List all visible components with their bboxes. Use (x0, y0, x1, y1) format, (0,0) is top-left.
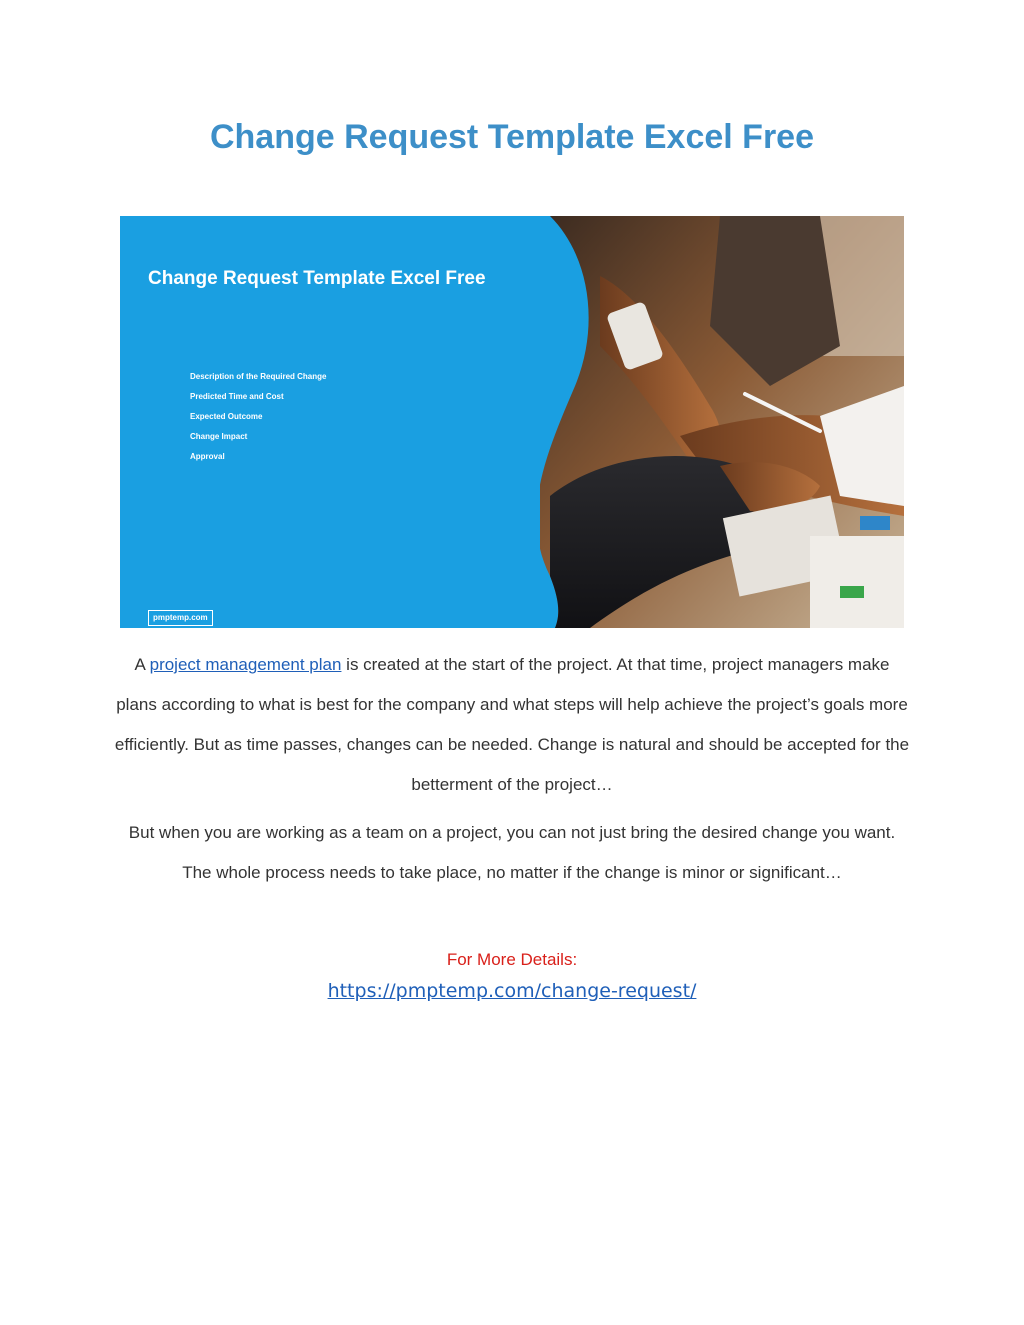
intro-prefix: A (134, 655, 150, 674)
change-request-link[interactable]: https://pmptemp.com/change-request/ (327, 980, 697, 1002)
intro-text: is created at the start of the project. At that time, project managers make plans according to what is best for the company and what steps will help achieve the project’s goals more efficiently. But as time passes, changes can be needed. Change is natural and should be accepted for the betterment of the project… (114, 655, 910, 794)
project-management-plan-link[interactable]: project management plan (149, 655, 342, 674)
hero-topic-item: Expected Outcome (190, 412, 263, 421)
hero-topic-list (190, 371, 326, 471)
hero-title: Change Request Template Excel Free (148, 268, 486, 289)
hero-topic-item: Approval (190, 452, 225, 461)
page-title: Change Request Template Excel Free (209, 118, 814, 156)
team-paragraph: But when you are working as a team on a project, you can not just bring the desired change you want. The whole process needs to take place, no matter if the change is minor or significant… (128, 823, 896, 882)
intro-paragraph (112, 645, 912, 805)
details-link-row (0, 980, 1024, 1002)
hero-topic-item: Predicted Time and Cost (190, 392, 284, 401)
more-details-label: For More Details: (446, 950, 578, 969)
hero-topic-item: Description of the Required Change (190, 372, 327, 381)
site-badge: pmptemp.com (148, 610, 213, 626)
hero-image (120, 216, 904, 628)
hero-topic-item: Change Impact (190, 432, 248, 441)
